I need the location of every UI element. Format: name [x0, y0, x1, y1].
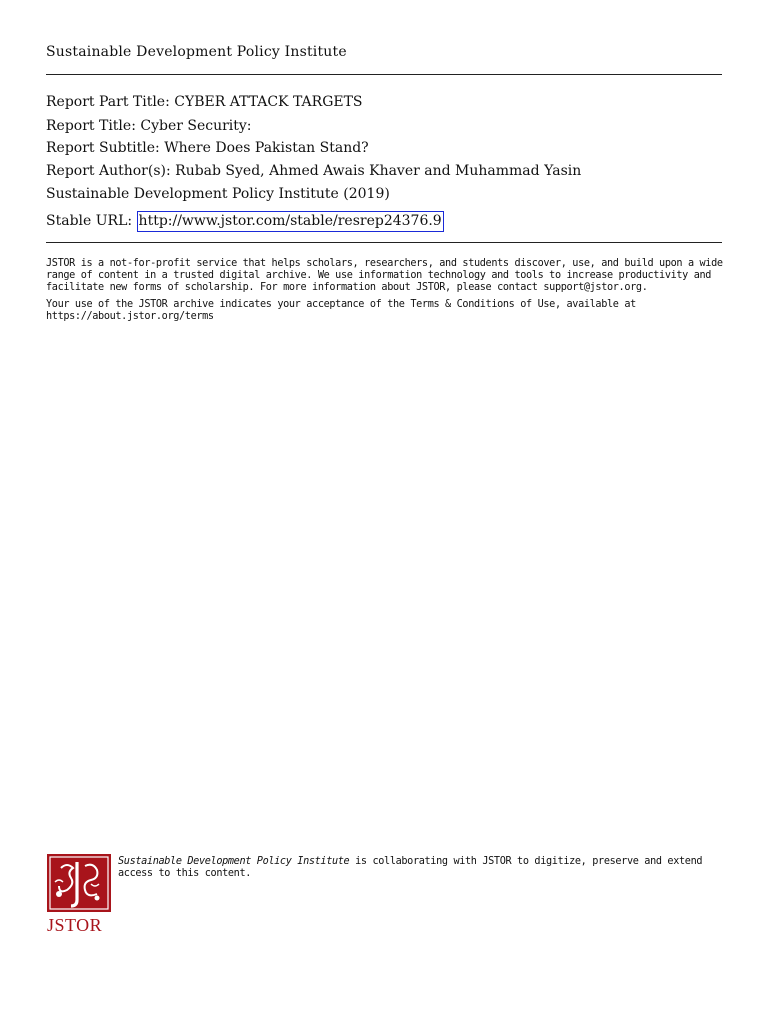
report-part-title — [46, 94, 363, 110]
middle-divider — [46, 242, 722, 243]
collaboration-statement — [118, 856, 718, 880]
jstor-logo — [47, 854, 115, 936]
report-authors-value: Rubab Syed, Ahmed Awais Khaver and Muhammad Yasin — [175, 163, 582, 179]
report-title — [46, 118, 252, 134]
report-authors-label: Report Author(s): — [46, 163, 171, 179]
jstor-emblem-icon — [47, 854, 111, 912]
report-part-title-value: CYBER ATTACK TARGETS — [174, 94, 363, 110]
top-divider — [46, 74, 722, 75]
report-part-title-label: Report Part Title: — [46, 94, 170, 110]
report-title-label: Report Title: — [46, 118, 136, 134]
report-title-value: Cyber Security: — [140, 118, 252, 134]
collaboration-text: is collaborating with JSTOR to digitize, preserve and extend access to this content. — [118, 856, 703, 879]
stable-url-label: Stable URL: — [46, 213, 133, 229]
institution-name: Sustainable Development Policy Institute — [118, 856, 350, 867]
report-subtitle-value: Where Does Pakistan Stand? — [164, 140, 369, 156]
publisher-line: Sustainable Development Policy Institute (2019) — [46, 186, 390, 202]
stable-url-link[interactable]: http://www.jstor.com/stable/resrep24376.9 — [137, 211, 444, 232]
report-subtitle-label: Report Subtitle: — [46, 140, 160, 156]
stable-url-row — [46, 213, 444, 229]
jstor-notice-paragraph: JSTOR is a not-for-profit service that helps scholars, researchers, and students discover, use, and build upon a wide range of content in a trusted digital archive. We use information technology and tools to increase productivity and facilitate new forms of scholarship. For more information about JSTOR, please contact support@jstor.org. — [46, 258, 723, 293]
report-subtitle — [46, 140, 369, 156]
report-authors — [46, 163, 581, 179]
publisher-heading: Sustainable Development Policy Institute — [46, 44, 347, 60]
terms-notice-paragraph: Your use of the JSTOR archive indicates your acceptance of the Terms & Conditions of Use, available at https://about.jstor.org/terms — [46, 299, 636, 322]
jstor-logo-text: JSTOR — [47, 915, 103, 935]
